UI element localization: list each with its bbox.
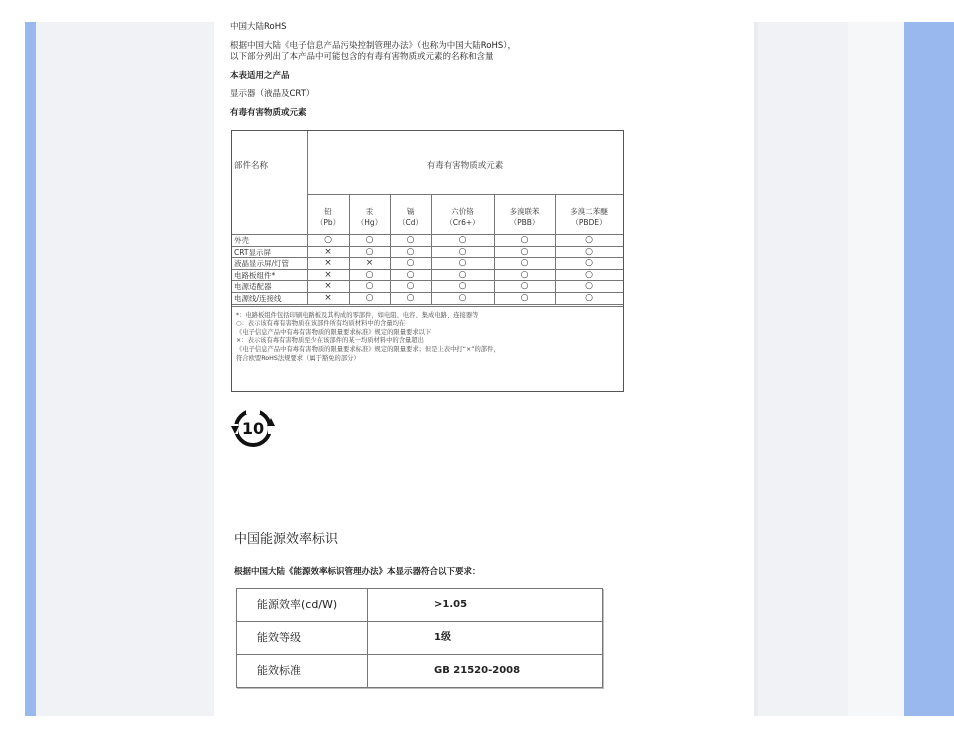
substance-mark: ○ [458, 269, 467, 280]
substance-mark: × [365, 258, 374, 269]
substance-mark: ○ [406, 281, 415, 292]
substance-mark: ○ [520, 281, 529, 292]
grid-line [307, 194, 623, 195]
substance-mark: ○ [458, 293, 467, 303]
substance-mark: ○ [406, 246, 415, 257]
applicable-heading: 本表适用之产品 [230, 71, 290, 81]
substance-symbol: （Cd） [398, 218, 423, 227]
substance-mark: ○ [520, 246, 529, 257]
energy-value: >1.05 [434, 599, 468, 610]
substance-mark: × [324, 293, 332, 303]
grid-line [232, 292, 623, 293]
substance-name: 镉 [406, 207, 415, 216]
substance-mark: ○ [365, 281, 374, 292]
substance-mark: ○ [365, 269, 374, 280]
table-note: 符合欧盟RoHS法规要求（属于豁免的部分） [236, 354, 360, 362]
substance-mark: ○ [520, 258, 529, 269]
right-accent-strip [904, 22, 954, 716]
substances-heading: 有毒有害物质或元素 [230, 108, 307, 118]
table-note: 《电子信息产品中有毒有害物质的限量要求标准》规定的限量要求；但是上表中打“×”的部件， [236, 346, 500, 353]
substance-name: 铅 [324, 207, 332, 216]
grid-line [232, 269, 623, 270]
table-note: 《电子信息产品中有毒有害物质的限量要求标准》规定的限量要求以下 [236, 328, 432, 336]
substance-mark: ○ [585, 235, 593, 245]
substances-header: 有毒有害物质或元素 [426, 161, 504, 171]
rohs-intro-line1: 根据中国大陆《电子信息产品污染控制管理办法》（也称为中国大陆RoHS）， [230, 41, 517, 51]
epup-number: 10 [241, 419, 265, 438]
part-name: 液晶显示屏/灯管 [234, 259, 290, 269]
substance-mark: ○ [458, 281, 467, 292]
part-name: 电路板组件* [234, 270, 276, 280]
energy-label: 能效等级 [237, 622, 368, 654]
grid-line [232, 280, 623, 281]
part-name: 电源线/连接线 [234, 294, 282, 303]
substance-mark: × [324, 246, 332, 257]
epup-10-icon [230, 404, 276, 450]
grid-line [232, 304, 623, 305]
substance-mark: ○ [520, 235, 529, 245]
part-name: 外壳 [234, 236, 249, 245]
substance-mark: ○ [365, 235, 374, 245]
energy-label: 能效标准 [237, 655, 368, 687]
substance-symbol: （Pb） [315, 218, 341, 227]
substance-mark: ○ [406, 269, 415, 280]
energy-row [237, 655, 602, 688]
substance-mark: ○ [585, 246, 593, 257]
substance-mark: ○ [458, 246, 467, 257]
substance-mark: ○ [458, 235, 467, 245]
substance-mark: ○ [458, 258, 467, 269]
grid-line [232, 246, 623, 247]
rohs-title: 中国大陆RoHS [230, 22, 287, 32]
substance-mark: ○ [585, 293, 593, 303]
right-margin-panel-2 [848, 22, 904, 716]
part-name-header: 部件名称 [234, 161, 269, 171]
document-page [214, 22, 754, 716]
energy-label: 能源效率(cd/W) [237, 589, 368, 621]
grid-line [232, 234, 623, 235]
energy-description: 根据中国大陆《能源效率标识管理办法》本显示器符合以下要求： [234, 567, 481, 577]
substance-symbol: （PBB） [509, 218, 540, 227]
table-note: *：电路板组件包括印刷电路板及其构成的零部件，如电阻、电容、集成电路、连接器等 [236, 311, 479, 319]
energy-value: GB 21520-2008 [434, 665, 521, 676]
grid-line [232, 257, 623, 258]
applicable-product: 显示器（液晶及CRT） [230, 89, 315, 99]
substance-mark: × [324, 281, 332, 292]
table-note: ×：表示该有毒有害物质至少在该部件的某一均质材料中的含量超出 [236, 337, 424, 345]
substance-mark: × [324, 258, 332, 269]
energy-row [237, 589, 602, 622]
substance-mark: × [324, 269, 332, 280]
right-margin-panel [758, 22, 848, 716]
rohs-intro-line2: 以下部分列出了本产品中可能包含的有毒有害物质或元素的名称和含量 [230, 52, 494, 62]
substance-mark: ○ [406, 235, 415, 245]
energy-row [237, 622, 602, 655]
substance-mark: ○ [585, 281, 593, 292]
substance-symbol: （Hg） [356, 218, 383, 227]
substance-name: 六价铬 [451, 207, 474, 216]
substance-symbol: （Cr6+） [445, 218, 480, 227]
part-name: 电源适配器 [234, 282, 272, 292]
table-note: ○：表示该有毒有害物质在该部件所有均质材料中的含量均在 [236, 320, 406, 328]
substance-mark: ○ [585, 258, 593, 269]
substance-mark: ○ [324, 235, 332, 245]
substance-mark: ○ [406, 258, 415, 269]
substance-symbol: （PBDE） [571, 218, 607, 227]
substance-mark: ○ [365, 246, 374, 257]
energy-title: 中国能源效率标识 [234, 532, 339, 547]
substance-name: 多溴联苯 [509, 207, 540, 216]
substance-mark: ○ [520, 269, 529, 280]
energy-table [236, 588, 603, 688]
energy-value: 1级 [434, 632, 451, 643]
grid-line [232, 306, 623, 307]
left-margin-panel [36, 22, 214, 716]
rohs-substance-table [231, 130, 624, 392]
substance-name: 汞 [365, 207, 374, 216]
substance-mark: ○ [585, 269, 593, 280]
substance-name: 多溴二苯醚 [570, 207, 608, 216]
left-accent-strip [25, 22, 36, 716]
substance-mark: ○ [365, 293, 374, 303]
part-name: CRT显示屏 [234, 247, 271, 257]
substance-mark: ○ [520, 293, 529, 303]
substance-mark: ○ [406, 293, 415, 303]
